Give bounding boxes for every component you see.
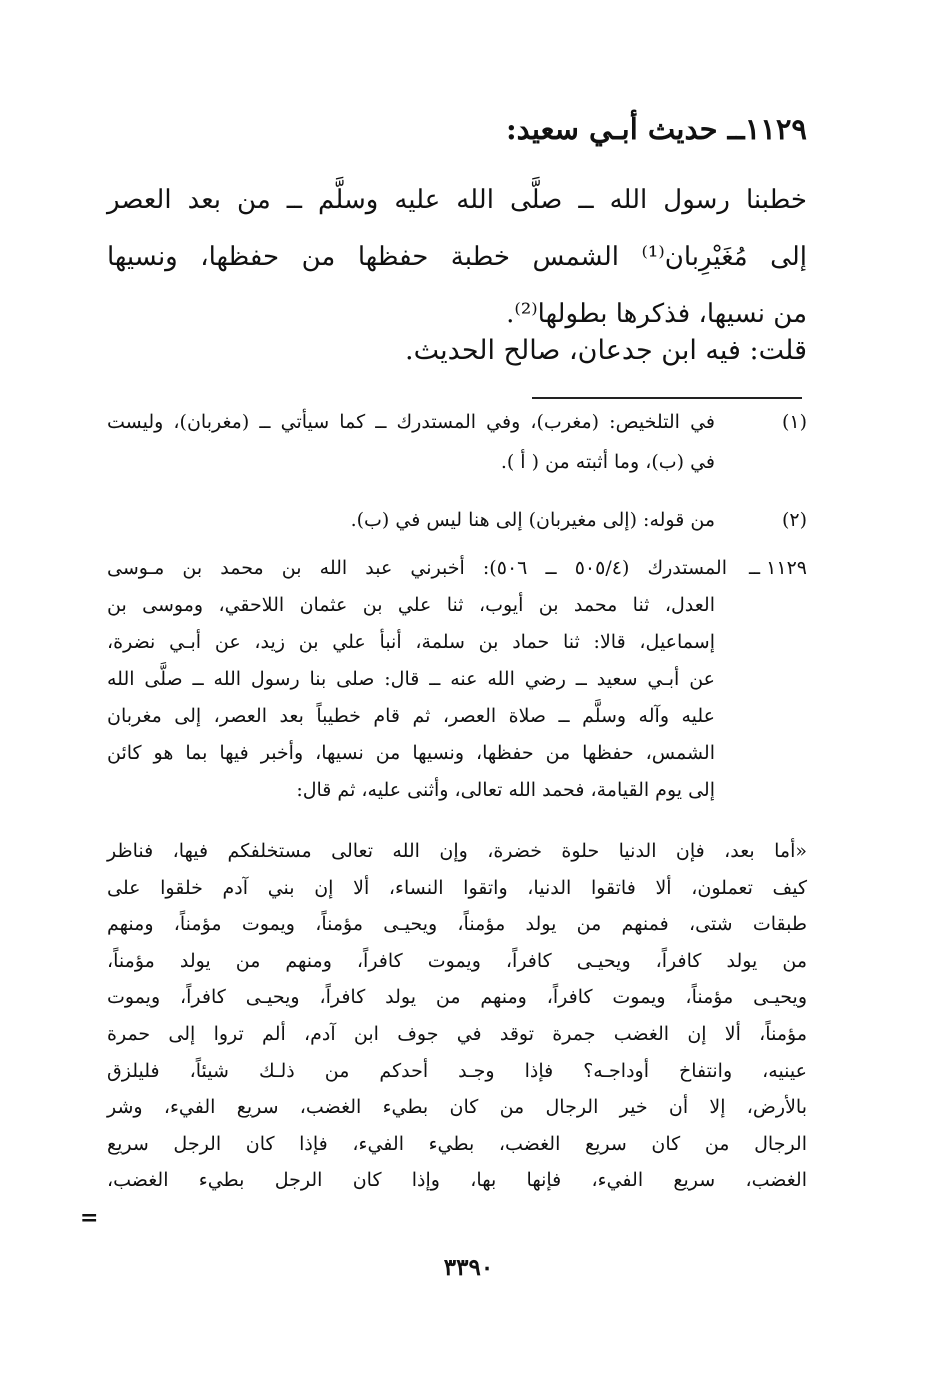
note-line: الرجال من كان سريع الغضب، بطيء الفيء، فإذا كان الرجل سريع [107, 1132, 807, 1155]
note-line: كيف تعملون، ألا فاتقوا الدنيا، واتقوا النساء، ألا إن بني آدم خلقوا على [107, 876, 807, 899]
note-line: من يولد كافراً، ويحيـى كافراً، ويموت كافراً، ومنهم من يولد مؤمناً، [107, 949, 807, 972]
note-line: إسماعيل، قالا: ثنا حماد بن سلمة، أنبأ علي بن زيد، عن أبـي نضرة، [107, 631, 715, 653]
footnote-line: في (ب)، وما أثبته من ( أ ). [500, 451, 715, 473]
note-line: مؤمناً، ألا إن الغضب جمرة توقد في جوف ابن آدم، ألم تروا إلى حمرة [107, 1022, 807, 1045]
note-quote-block [107, 833, 807, 1199]
footnote-number: (١) [781, 411, 807, 433]
note-indented-block [107, 587, 715, 809]
note-line: العدل، ثنا محمد بن أيوب، ثنا علي بن عثمان اللاحقي، وموسى بن [107, 594, 715, 616]
note-number: ١١٢٩ ــ [748, 557, 807, 579]
note-line: «أما بعد، فإن الدنيا حلوة خضرة، وإن الله تعالى مستخلفكم فيها، فناظر [107, 840, 807, 862]
note-line: طبقات شتى، فمنهم من يولد مؤمناً، ويحيـى مؤمناً، ويموت مؤمناً، ومنهم [107, 913, 807, 936]
hadith-line: خطبنا رسول الله ــ صلَّى الله عليه وسلَّم ــ من بعد العصر [107, 185, 807, 215]
note-line: الغضب، سريع الفيء، فإنها بها، وإذا كان الرجل بطيء الغضب، [107, 1169, 807, 1192]
hadith-text [107, 172, 807, 343]
author-comment: قلت: فيه ابن جدعان، صالح الحديث. [405, 335, 807, 366]
note-line: إلى يوم القيامة، فحمد الله تعالى، وأثنى عليه، ثم قال: [296, 779, 715, 801]
hadith-title: ١١٢٩ــ حديث أبـي سعيد: [505, 112, 807, 146]
note-line: ويحيـى مؤمناً، ويموت كافراً، ومنهم من يولد كافراً، ويحيـى كافراً، ويموت [107, 986, 807, 1009]
note-line: عليه وآله وسلَّم ــ صلاة العصر، ثم قام خطيباً بعد العصر، إلى مغربان [107, 705, 715, 727]
note-line: عينيه، وانتفاخ أوداجـه؟ فإذا وجـد أحدكم من ذلـك شيئاً، فليلزق [107, 1059, 807, 1082]
footnote-divider [532, 397, 802, 399]
note-line: بالأرض، إلا أن خير الرجال من كان بطيء الغضب، سريع الفيء، وشر [107, 1096, 807, 1119]
footnote-number: (٢) [781, 509, 807, 531]
hadith-line: إلى مُغَيْرِبان⁽¹⁾ الشمس خطبة حفظها من حفظها، ونسيها [107, 242, 807, 272]
footnote-line: من قوله: (إلى مغيربان) إلى هنا ليس في (ب). [350, 509, 715, 531]
note-line: عن أبـي سعيد ــ رضي الله عنه ــ قال: صلى بنا رسول الله ــ صلَّى الله [107, 668, 715, 690]
note-line: الشمس، حفظها من حفظها، ونسيها من نسيها، وأخبر فيها بما هو كائن [107, 742, 715, 764]
footnote-text [107, 402, 715, 482]
hadith-line: من نسيها، فذكرها بطولها⁽²⁾. [506, 299, 807, 329]
footnote-line: في التلخيص: (مغرب)، وفي المستدرك ــ كما سيأتي ــ (مغربان)، وليست [107, 411, 715, 433]
footnote-text [107, 500, 715, 540]
continuation-mark: = [80, 1205, 99, 1231]
page-number: ٣٣٩٠ [443, 1254, 494, 1281]
note-line: المستدرك (٥٠٥/٤ ــ ٥٠٦): أخبرني عبد الله بن محمد بن مـوسى [107, 557, 727, 579]
note-first-line-block [107, 550, 727, 587]
